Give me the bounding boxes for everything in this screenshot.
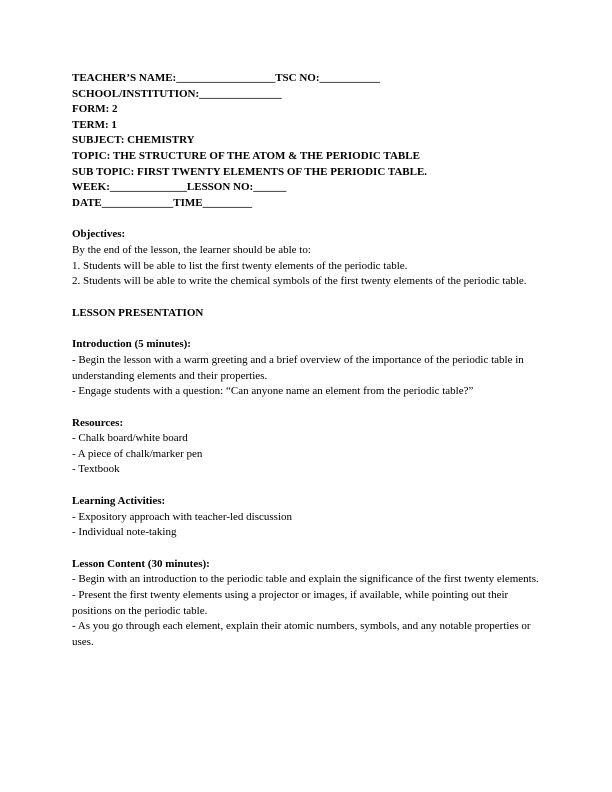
resources-item: - Chalk board/white board xyxy=(72,432,188,445)
resources-item: - A piece of chalk/marker pen xyxy=(72,447,203,460)
school-line: SCHOOL/INSTITUTION:_______________ xyxy=(72,87,282,100)
lesson-content-line: - Present the first twenty elements using a projector or images, if available, while pointing out their positions on the periodic table. xyxy=(72,589,509,617)
introduction-section xyxy=(72,337,542,399)
learning-activities-section xyxy=(72,494,542,541)
resources-section xyxy=(72,416,542,478)
lesson-content-section xyxy=(72,557,542,651)
date-line: DATE_____________TIME_________ xyxy=(72,196,253,209)
subject-line: SUBJECT: CHEMISTRY xyxy=(72,134,195,147)
subtopic-line: SUB TOPIC: FIRST TWENTY ELEMENTS OF THE PERIODIC TABLE. xyxy=(72,165,428,178)
learning-activities-heading: Learning Activities: xyxy=(72,495,166,508)
form-line: FORM: 2 xyxy=(72,103,118,116)
lesson-presentation-heading: LESSON PRESENTATION xyxy=(72,306,204,319)
header-block xyxy=(72,71,542,211)
learning-activities-item: - Expository approach with teacher-led discussion xyxy=(72,510,293,523)
week-line: WEEK:______________LESSON NO:______ xyxy=(72,181,287,194)
introduction-line: - Engage students with a question: “Can anyone name an element from the periodic table?” xyxy=(72,385,474,398)
objectives-line: 1. Students will be able to list the first twenty elements of the periodic table. xyxy=(72,259,408,272)
introduction-line: - Begin the lesson with a warm greeting and a brief overview of the importance of the periodic table in understanding elements and their properties. xyxy=(72,353,524,382)
term-line: TERM: 1 xyxy=(72,118,117,131)
learning-activities-item: - Individual note-taking xyxy=(72,526,177,539)
lesson-content-line: - Begin with an introduction to the periodic table and explain the significance of the first twenty elements. xyxy=(72,573,539,586)
lesson-content-heading: Lesson Content (30 minutes): xyxy=(72,557,210,570)
resources-item: - Textbook xyxy=(72,463,120,476)
objectives-line: By the end of the lesson, the learner should be able to: xyxy=(72,243,311,256)
resources-heading: Resources: xyxy=(72,416,124,429)
lesson-content-line: - As you go through each element, explain their atomic numbers, symbols, and any notable properties or uses. xyxy=(72,620,531,648)
objectives-section xyxy=(72,227,542,289)
introduction-heading: Introduction (5 minutes): xyxy=(72,338,191,351)
objectives-line: 2. Students will be able to write the chemical symbols of the first twenty elements of the periodic table. xyxy=(72,275,527,288)
lesson-plan-page xyxy=(72,71,542,650)
teacher-name-line: TEACHER’S NAME:__________________TSC NO:___________ xyxy=(72,72,381,84)
topic-line: TOPIC: THE STRUCTURE OF THE ATOM & THE PERIODIC TABLE xyxy=(72,149,420,162)
objectives-heading: Objectives: xyxy=(72,228,126,241)
